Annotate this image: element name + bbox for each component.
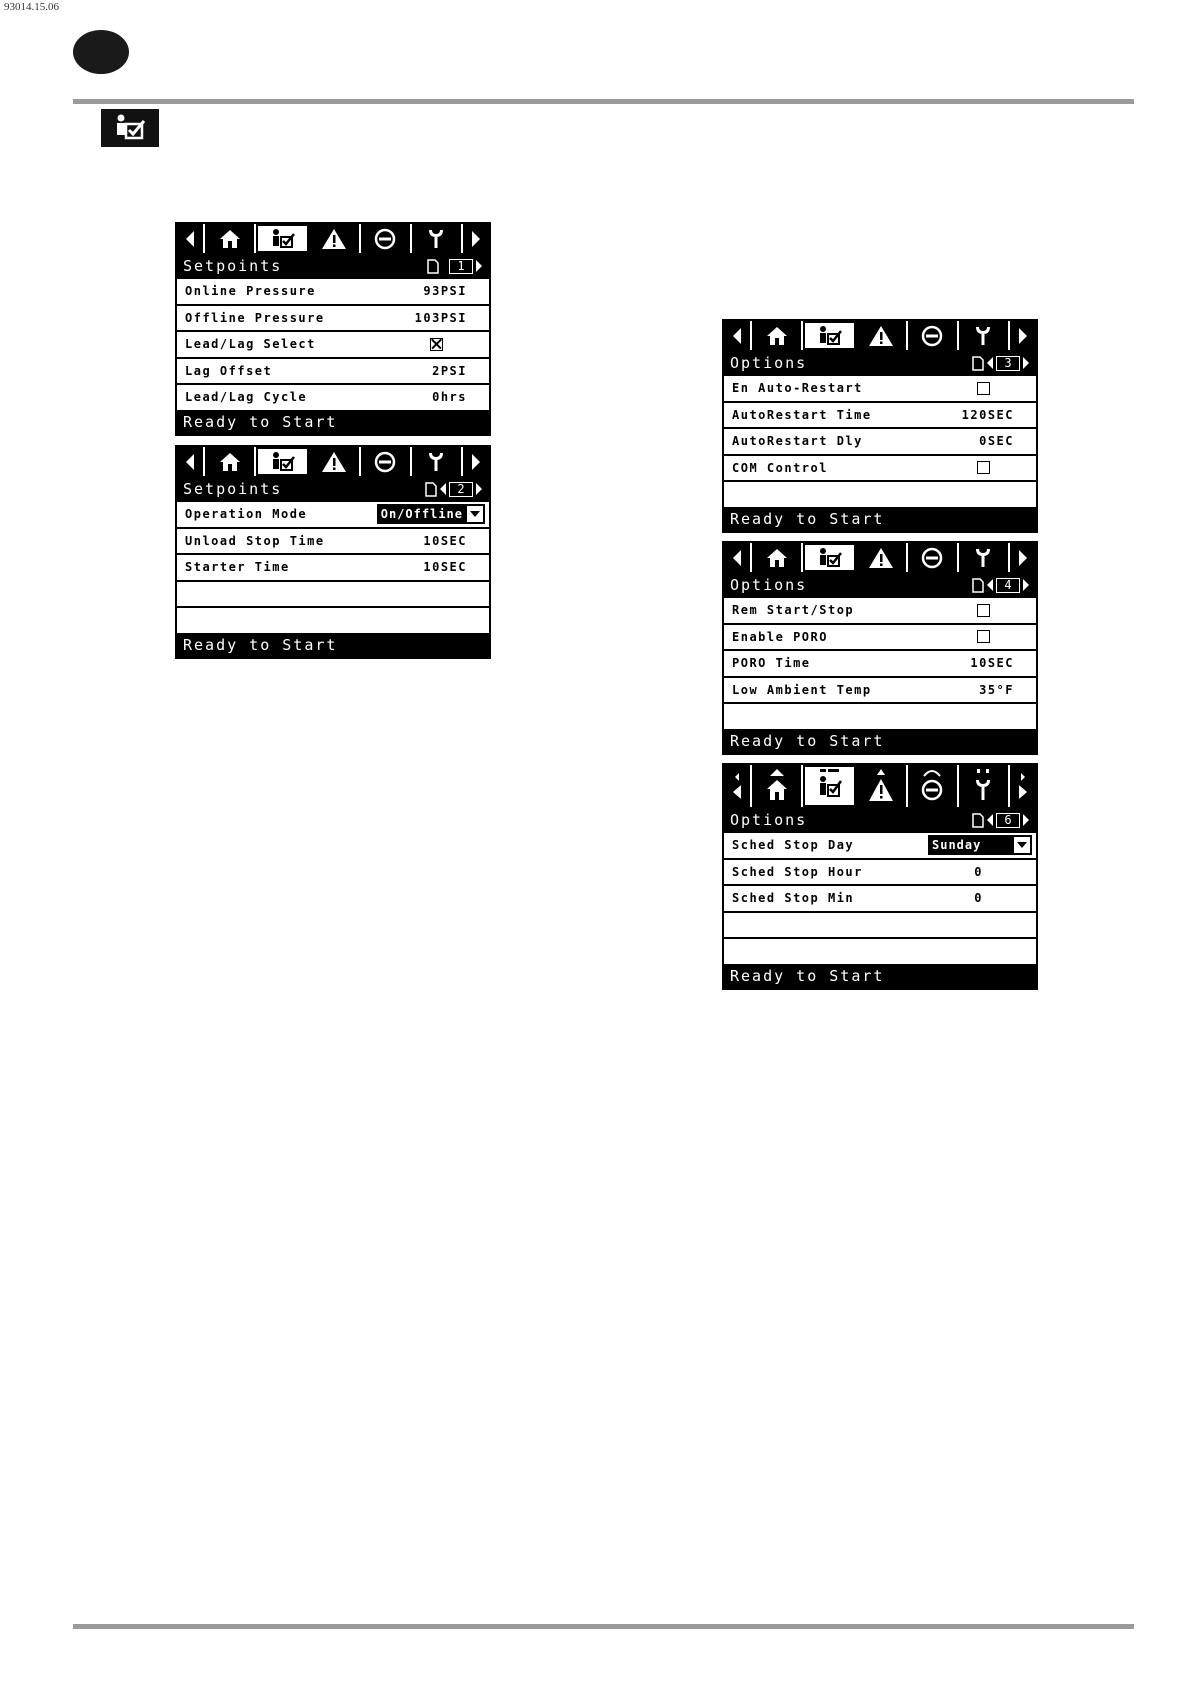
- setting-row-poro-time[interactable]: [724, 651, 1036, 678]
- setting-row-com-control[interactable]: [724, 456, 1036, 483]
- setting-value: 2PSI: [432, 363, 467, 378]
- lcd-screen-options-4: [722, 541, 1038, 755]
- nav-right-arrow[interactable]: [1010, 321, 1036, 350]
- page-indicator[interactable]: [972, 356, 1030, 371]
- top-rule: [73, 99, 1134, 104]
- setting-row-enable-poro[interactable]: [724, 625, 1036, 652]
- setting-label: Lead/Lag Cycle: [185, 390, 308, 405]
- screen-title-bar: [724, 350, 1036, 376]
- warning-icon[interactable]: [856, 543, 907, 572]
- chevron-down-icon: [467, 506, 483, 522]
- screen-title-bar: [724, 807, 1036, 833]
- setting-label: Low Ambient Temp: [732, 682, 872, 697]
- setting-value: 0hrs: [432, 390, 467, 405]
- setting-row-lag-offset[interactable]: [177, 359, 489, 386]
- lcd-screen-setpoints-1: [175, 222, 491, 436]
- en-auto-restart-checkbox[interactable]: [977, 382, 990, 395]
- warning-icon[interactable]: [309, 447, 360, 476]
- setting-row-operation-mode[interactable]: [177, 502, 489, 529]
- screen-title: Setpoints: [183, 257, 283, 275]
- screen-title: Setpoints: [183, 480, 283, 498]
- page-prev-arrow[interactable]: [986, 813, 994, 827]
- setting-row-sched-stop-hour[interactable]: [724, 860, 1036, 887]
- settings-list: [724, 598, 1036, 729]
- setting-row-en-auto-restart[interactable]: [724, 376, 1036, 403]
- enable-poro-checkbox[interactable]: [977, 630, 990, 643]
- setting-label: Enable PORO: [732, 629, 828, 644]
- page-icon: [972, 578, 984, 593]
- page-indicator[interactable]: [427, 259, 483, 274]
- nav-left-arrow[interactable]: [724, 543, 752, 572]
- page-next-arrow[interactable]: [475, 259, 483, 273]
- setpoints-tab-icon[interactable]: [803, 543, 856, 572]
- setting-label: PORO Time: [732, 656, 811, 671]
- page-number: 3: [996, 356, 1020, 371]
- page-indicator[interactable]: [972, 578, 1030, 593]
- setting-row-unload-stop-time[interactable]: [177, 529, 489, 556]
- setting-row-rem-start-stop[interactable]: [724, 598, 1036, 625]
- setting-label: AutoRestart Time: [732, 407, 872, 422]
- nav-right-arrow[interactable]: [463, 224, 489, 253]
- lcd-screen-setpoints-2: [175, 445, 491, 659]
- nav-right-arrow[interactable]: [1010, 765, 1036, 807]
- chevron-down-icon: [1014, 837, 1030, 853]
- page-number: 4: [996, 578, 1020, 593]
- settings-list: [724, 376, 1036, 507]
- setpoints-tab-icon[interactable]: [803, 765, 856, 807]
- empty-row: [724, 939, 1036, 964]
- status-bar: Ready to Start: [183, 635, 338, 654]
- setting-label: Sched Stop Day: [732, 838, 855, 853]
- page-indicator[interactable]: [972, 813, 1030, 828]
- page-icon: [425, 482, 437, 497]
- setting-label: Sched Stop Hour: [732, 864, 863, 879]
- setting-row-autorestart-dly[interactable]: [724, 429, 1036, 456]
- setting-label: Rem Start/Stop: [732, 603, 855, 618]
- page-next-arrow[interactable]: [475, 482, 483, 496]
- page-next-arrow[interactable]: [1022, 356, 1030, 370]
- section-marker-circle: [73, 30, 129, 74]
- setting-row-online-pressure[interactable]: [177, 279, 489, 306]
- page-prev-arrow[interactable]: [986, 578, 994, 592]
- screen-title-bar: [177, 253, 489, 279]
- page-next-arrow[interactable]: [1022, 578, 1030, 592]
- bottom-rule: [73, 1624, 1134, 1629]
- home-icon[interactable]: [205, 447, 256, 476]
- empty-row: [724, 704, 1036, 729]
- nav-right-arrow[interactable]: [1010, 543, 1036, 572]
- setting-label: Operation Mode: [185, 507, 308, 522]
- page-number: 6: [996, 813, 1020, 828]
- nav-left-arrow[interactable]: [177, 447, 205, 476]
- dropdown-value: Sunday: [932, 838, 982, 853]
- screen-title-bar: [724, 572, 1036, 598]
- settings-list: [177, 502, 489, 633]
- setting-label: AutoRestart Dly: [732, 434, 863, 449]
- setting-value: 120SEC: [961, 407, 1014, 422]
- setting-label: Offline Pressure: [185, 310, 325, 325]
- nav-bar: [724, 543, 1036, 572]
- setting-label: Lag Offset: [185, 363, 273, 378]
- setting-value: 10SEC: [423, 560, 467, 575]
- setpoints-tab-icon[interactable]: [256, 447, 309, 476]
- setting-value: 10SEC: [970, 656, 1014, 671]
- warning-icon[interactable]: [309, 224, 360, 253]
- nav-left-arrow[interactable]: [724, 765, 752, 807]
- operation-mode-dropdown[interactable]: [377, 504, 485, 524]
- screen-title-bar: [177, 476, 489, 502]
- setpoints-tab-icon[interactable]: [803, 321, 856, 350]
- stop-icon[interactable]: [908, 543, 959, 572]
- rem-start-stop-checkbox[interactable]: [977, 604, 990, 617]
- page-icon: [972, 813, 984, 828]
- settings-list: [177, 279, 489, 410]
- setting-label: En Auto-Restart: [732, 381, 863, 396]
- home-icon[interactable]: [752, 543, 803, 572]
- setting-value: 93PSI: [423, 284, 467, 299]
- nav-bar: [724, 321, 1036, 350]
- stop-icon[interactable]: [361, 447, 412, 476]
- empty-row: [177, 582, 489, 609]
- home-icon[interactable]: [205, 224, 256, 253]
- stop-icon[interactable]: [908, 321, 959, 350]
- screen-title: Options: [730, 811, 808, 829]
- nav-bar: [724, 765, 1036, 807]
- screen-title: Options: [730, 354, 808, 372]
- setting-label: Lead/Lag Select: [185, 337, 316, 352]
- setting-row-low-ambient-temp[interactable]: [724, 678, 1036, 705]
- dropdown-value: On/Offline: [380, 507, 463, 522]
- wrench-icon[interactable]: [959, 543, 1010, 572]
- warning-icon[interactable]: [856, 765, 907, 807]
- page-indicator[interactable]: [425, 482, 483, 497]
- setting-label: Sched Stop Min: [732, 891, 855, 906]
- status-bar: Ready to Start: [730, 966, 885, 985]
- status-bar: Ready to Start: [730, 509, 885, 528]
- com-control-checkbox[interactable]: [977, 461, 990, 474]
- setting-row-sched-stop-min[interactable]: [724, 886, 1036, 913]
- wrench-icon[interactable]: [959, 765, 1010, 807]
- setting-value: 0SEC: [979, 434, 1014, 449]
- nav-bar: [177, 447, 489, 476]
- setpoints-tab-icon[interactable]: [256, 224, 309, 253]
- document-code: 93014.15.06: [4, 1, 59, 13]
- wrench-icon[interactable]: [959, 321, 1010, 350]
- setting-row-lead-lag-cycle[interactable]: [177, 385, 489, 410]
- page-number: 1: [449, 259, 473, 274]
- setting-label: COM Control: [732, 460, 828, 475]
- status-bar: Ready to Start: [183, 412, 338, 431]
- setting-value: 0: [974, 891, 983, 906]
- setting-row-offline-pressure[interactable]: [177, 306, 489, 333]
- lead-lag-select-checkbox-checked[interactable]: [430, 338, 443, 351]
- stop-icon[interactable]: [908, 765, 959, 807]
- setting-value: 10SEC: [423, 533, 467, 548]
- setting-value: 35°F: [979, 682, 1014, 697]
- nav-left-arrow[interactable]: [177, 224, 205, 253]
- home-icon[interactable]: [752, 765, 803, 807]
- nav-left-arrow[interactable]: [724, 321, 752, 350]
- setting-label: Starter Time: [185, 560, 290, 575]
- setting-row-autorestart-time[interactable]: [724, 403, 1036, 430]
- empty-row: [724, 913, 1036, 940]
- nav-bar: [177, 224, 489, 253]
- screen-title: Options: [730, 576, 808, 594]
- empty-row: [724, 482, 1036, 507]
- wrench-icon[interactable]: [412, 224, 463, 253]
- lcd-screen-options-6: [722, 763, 1038, 990]
- sched-stop-day-dropdown[interactable]: [928, 835, 1032, 855]
- setting-row-sched-stop-day[interactable]: [724, 833, 1036, 860]
- empty-row: [177, 608, 489, 633]
- page-next-arrow[interactable]: [1022, 813, 1030, 827]
- home-icon[interactable]: [752, 321, 803, 350]
- lcd-screen-options-3: [722, 319, 1038, 533]
- page-prev-arrow[interactable]: [439, 482, 447, 496]
- setting-label: Online Pressure: [185, 284, 316, 299]
- settings-list: [724, 833, 1036, 964]
- page-number: 2: [449, 482, 473, 497]
- setting-value: 0: [974, 864, 983, 879]
- setting-row-starter-time[interactable]: [177, 555, 489, 582]
- setting-label: Unload Stop Time: [185, 533, 325, 548]
- page-prev-arrow[interactable]: [986, 356, 994, 370]
- page-icon: [427, 259, 439, 274]
- page-icon: [972, 356, 984, 371]
- setting-value: 103PSI: [414, 310, 467, 325]
- wrench-icon[interactable]: [412, 447, 463, 476]
- status-bar: Ready to Start: [730, 731, 885, 750]
- setting-row-lead-lag-select[interactable]: [177, 332, 489, 359]
- nav-right-arrow[interactable]: [463, 447, 489, 476]
- warning-icon[interactable]: [856, 321, 907, 350]
- setpoints-section-icon: [101, 109, 159, 147]
- stop-icon[interactable]: [361, 224, 412, 253]
